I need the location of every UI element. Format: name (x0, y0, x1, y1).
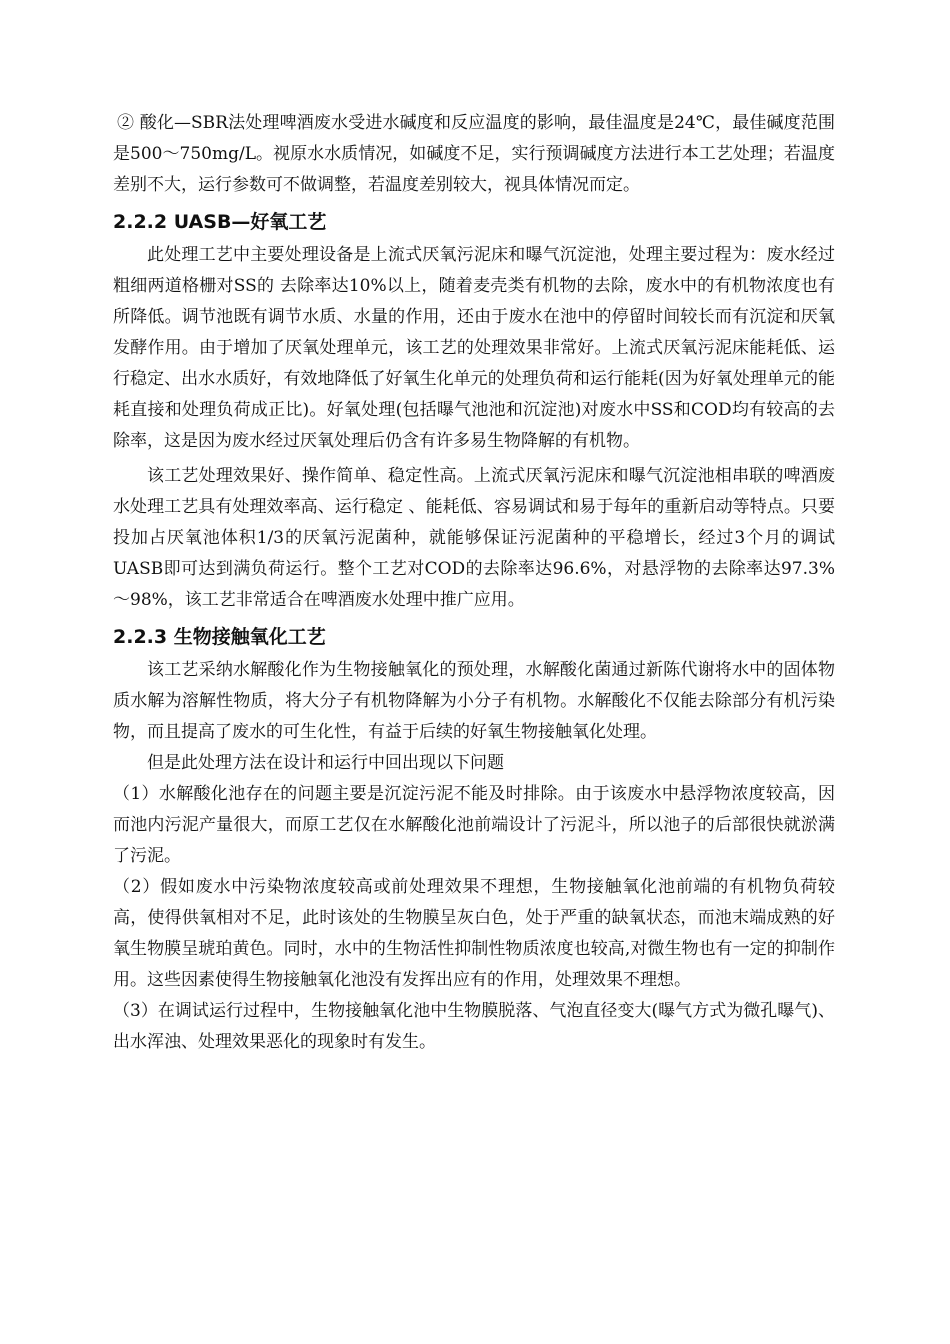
paragraph-bco-problems-intro: 但是此处理方法在设计和运行中回出现以下问题 (147, 753, 504, 773)
paragraph-bco-description: 该工艺采纳水解酸化作为生物接触氧化的预处理，水解酸化菌通过新陈代谢将水中的固体物质水解为溶解性物质，将大分子有机物降解为小分子有机物。水解酸化不仅能去除部分有机污染物，而且提高了废水的可生化性，有益于后续的好氧生物接触氧化处理。 (113, 660, 835, 742)
paragraph-problem-3: （3）在调试运行过程中，生物接触氧化池中生物膜脱落、气泡直径变大(曝气方式为微孔曝气)、出水浑浊、处理效果恶化的现象时有发生。 (113, 1001, 835, 1052)
heading-2-2-2: 2.2.2 UASB—好氧工艺 (113, 211, 327, 233)
paragraph-uasb-evaluation: 该工艺处理效果好、操作简单、稳定性高。上流式厌氧污泥床和曝气沉淀池相串联的啤酒废水处理工艺具有处理效率高、运行稳定 、能耗低、容易调试和易于每年的重新启动等特点。只要投加占厌氧池体积1/3的厌氧污泥菌种，就能够保证污泥菌种的平稳增长，经过3个月的调试UASB即可达到满负荷运行。整个工艺对COD的去除率达96.6%，对悬浮物的去除率达97.3%～98%，该工艺非常适合在啤酒废水处理中推广应用。 (113, 466, 835, 610)
paragraph-problem-1: （1）水解酸化池存在的问题主要是沉淀污泥不能及时排除。由于该废水中悬浮物浓度较高，因而池内污泥产量很大，而原工艺仅在水解酸化池前端设计了污泥斗，所以池子的后部很快就淤满了污泥。 (113, 784, 835, 866)
heading-2-2-3: 2.2.3 生物接触氧化工艺 (113, 626, 326, 648)
paragraph-uasb-description: 此处理工艺中主要处理设备是上流式厌氧污泥床和曝气沉淀池，处理主要过程为：废水经过粗细两道格栅对SS的 去除率达10%以上，随着麦壳类有机物的去除，废水中的有机物浓度也有所降低。调节池既有调节水质、水量的作用，还由于废水在池中的停留时间较长而有沉淀和厌氧发酵作用。由于增加了厌氧处理单元，该工艺的处理效果非常好。上流式厌氧污泥床能耗低、运行稳定、出水水质好，有效地降低了好氧生化单元的处理负荷和运行能耗(因为好氧处理单元的能耗直接和处理负荷成正比)。好氧处理(包括曝气池池和沉淀池)对废水中SS和COD均有较高的去除率，这是因为废水经过厌氧处理后仍含有许多易生物降解的有机物。 (113, 245, 835, 451)
paragraph-acid-sbr-note: ② 酸化—SBR法处理啤酒废水受进水碱度和反应温度的影响，最佳温度是24℃，最佳碱度范围是500～750mg/L。视原水水质情况，如碱度不足，实行预调碱度方法进行本工艺处理；若温度差别不大，运行参数可不做调整，若温度差别较大，视具体情况而定。 (113, 113, 835, 195)
paragraph-problem-2: （2）假如废水中污染物浓度较高或前处理效果不理想，生物接触氧化池前端的有机物负荷较高，使得供氧相对不足，此时该处的生物膜呈灰白色，处于严重的缺氧状态，而池末端成熟的好氧生物膜呈琥珀黄色。同时，水中的生物活性抑制性物质浓度也较高,对微生物也有一定的抑制作用。这些因素使得生物接触氧化池没有发挥出应有的作用，处理效果不理想。 (113, 877, 835, 990)
document-page (113, 108, 835, 1058)
